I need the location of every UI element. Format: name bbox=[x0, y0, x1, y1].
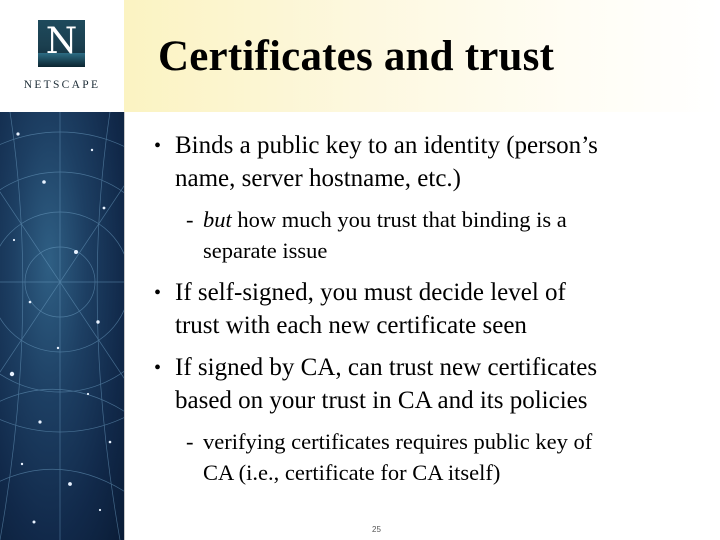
bullet-line: If self-signed, you must decide level of bbox=[175, 279, 566, 306]
sub-bullet-line: verifying certificates requires public key of bbox=[203, 429, 593, 454]
bullet-line: Binds a public key to an identity (person’s bbox=[175, 132, 598, 159]
page-number: 25 bbox=[372, 525, 381, 534]
starmap-graphic bbox=[0, 112, 124, 540]
logo-wordmark: NETSCAPE bbox=[23, 79, 101, 91]
bullet-line: based on your trust in CA and its policies bbox=[175, 387, 588, 414]
sub-bullet-dash: - bbox=[186, 429, 194, 454]
bullet-line: name, server hostname, etc.) bbox=[175, 165, 461, 192]
sub-bullet-text: how much you trust that binding is a bbox=[231, 207, 567, 232]
bullet-dot: • bbox=[154, 357, 162, 379]
starmap-decoration bbox=[0, 112, 124, 540]
bullet-line: trust with each new certificate seen bbox=[175, 312, 527, 339]
sub-bullet-line bbox=[203, 204, 567, 235]
panel-divider bbox=[124, 112, 125, 540]
sub-bullet-dash: - bbox=[186, 207, 194, 232]
bullet-line: If signed by CA, can trust new certificates bbox=[175, 354, 598, 381]
slide-title: Certificates and trust bbox=[158, 33, 555, 80]
bullet-dot: • bbox=[154, 282, 162, 304]
sub-bullet-line: separate issue bbox=[203, 238, 328, 263]
sub-bullet-line: CA (i.e., certificate for CA itself) bbox=[203, 460, 501, 485]
logo-tile bbox=[38, 20, 85, 67]
bullet-dot: • bbox=[154, 135, 162, 157]
italic-lead: but bbox=[203, 207, 232, 232]
left-panel bbox=[0, 0, 124, 540]
netscape-logo bbox=[0, 0, 124, 112]
logo-letter: N bbox=[45, 21, 78, 62]
